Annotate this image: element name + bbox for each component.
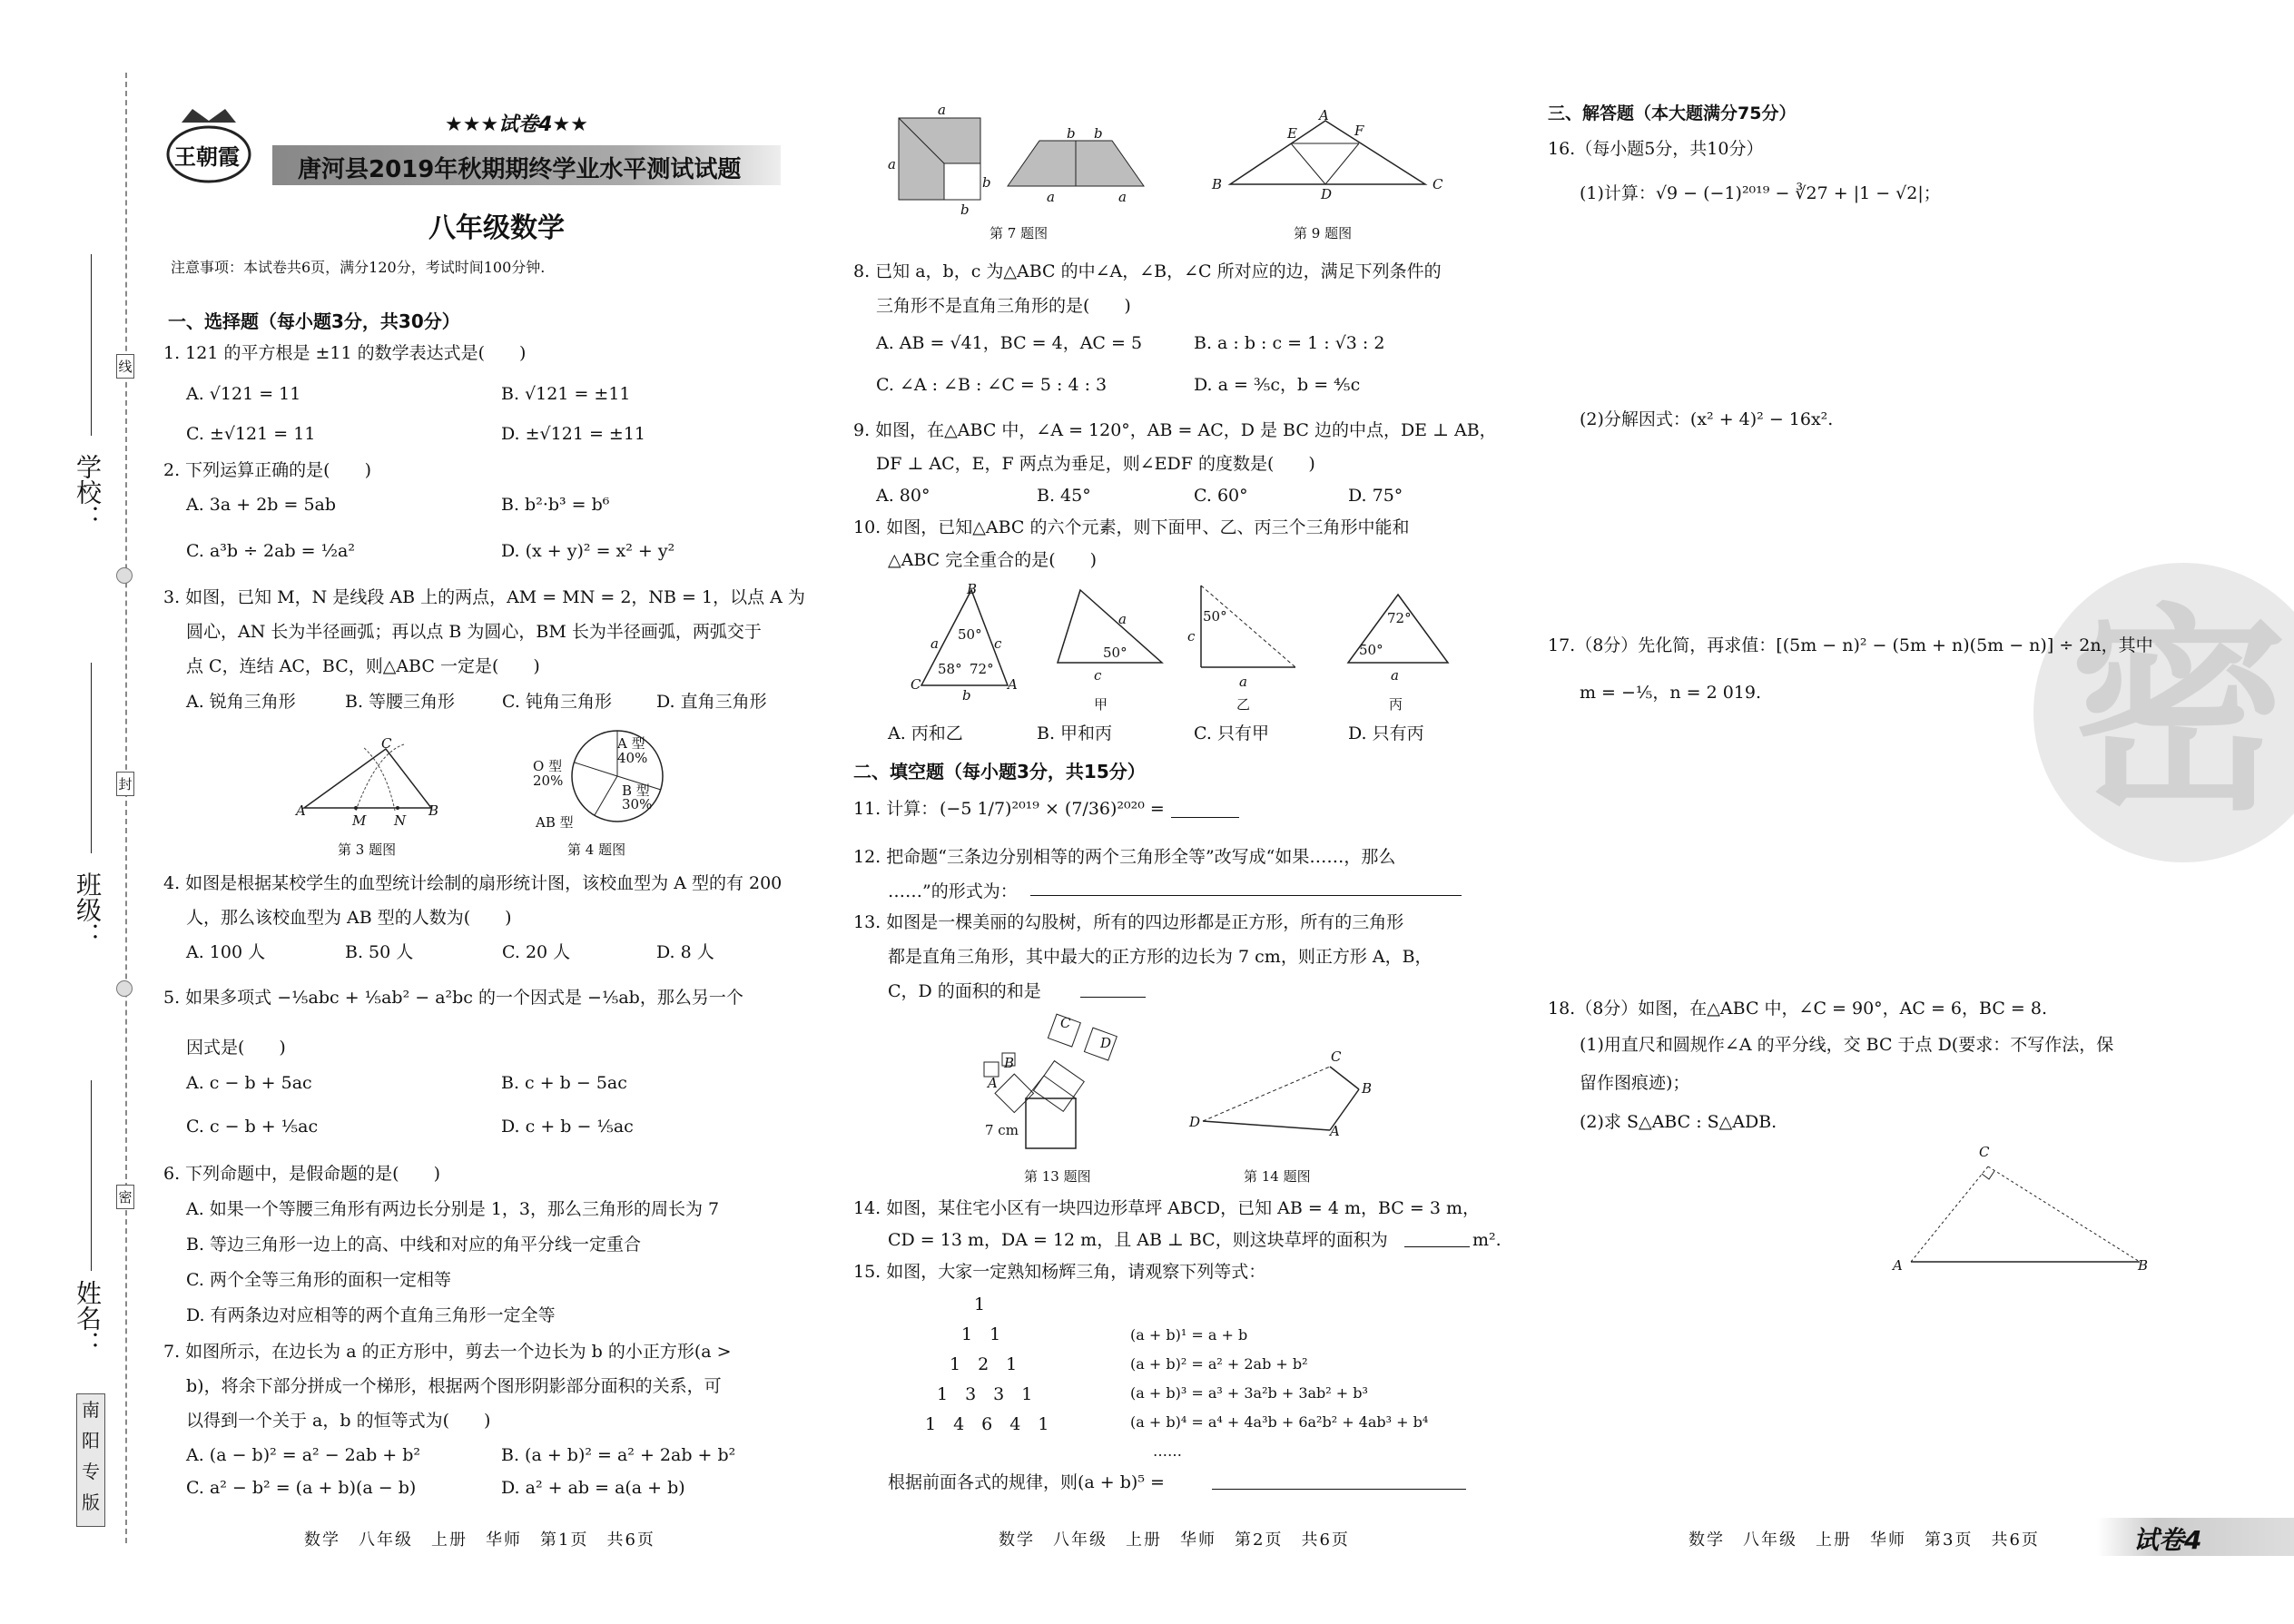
q12-line2: ……”的形式为： xyxy=(888,881,1018,901)
fig10-label-a: A xyxy=(1008,676,1018,693)
q15-answer-blank[interactable] xyxy=(1212,1489,1466,1490)
figure-10-bing xyxy=(1344,590,1452,672)
q12-answer-blank[interactable] xyxy=(1030,895,1462,896)
fig10-bing-angle-top: 72° xyxy=(1387,610,1412,626)
watermark-seal xyxy=(2033,563,2294,862)
q7-option-d[interactable]: D. a² + ab = a(a + b) xyxy=(501,1478,685,1498)
binomial-eq-1: (a + b)¹ = a + b xyxy=(1130,1326,1248,1343)
fig13-label-a: A xyxy=(988,1075,998,1091)
fig9-label-e: E xyxy=(1287,125,1297,142)
fig7-label-a: a xyxy=(1047,189,1055,205)
q4-option-c[interactable]: C. 20 人 xyxy=(502,942,571,962)
fig18-label-b: B xyxy=(2138,1257,2149,1274)
fig13-length: 7 cm xyxy=(985,1122,1019,1138)
fig3-label-m: M xyxy=(352,812,367,829)
q6-option-c[interactable]: C. 两个全等三角形的面积一定相等 xyxy=(186,1270,451,1290)
fig3-label-c: C xyxy=(381,735,392,752)
yanghui-row-5: 1 4 6 4 1 xyxy=(925,1414,1049,1434)
mark-secret: 密 xyxy=(116,1185,134,1209)
q16-part2-answer-area[interactable] xyxy=(1580,445,2033,626)
q7-option-b[interactable]: B. (a + b)² = a² + 2ab + b² xyxy=(501,1445,736,1465)
q13-line1: 13. 如图是一棵美丽的勾股树，所有的四边形都是正方形，所有的三角形 xyxy=(853,912,1404,932)
q2-option-c[interactable]: C. a³b ÷ 2ab = ½a² xyxy=(186,541,355,561)
fig14-label-b: B xyxy=(1362,1080,1373,1097)
fig7-label-a: a xyxy=(888,156,896,172)
q10-line2: △ABC 完全重合的是( ) xyxy=(888,550,1098,570)
fig14-label-c: C xyxy=(1331,1048,1342,1065)
edition-char: 阳 xyxy=(82,1430,100,1452)
fig9-label-d: D xyxy=(1321,186,1333,202)
q6-stem: 6. 下列命题中，是假命题的是( ) xyxy=(163,1164,440,1184)
section3-title: 三、解答题（本大题满分75分） xyxy=(1548,103,1797,123)
q14-line1: 14. 如图，某住宅小区有一块四边形草坪 ABCD，已知 AB = 4 m，BC = 3 m， xyxy=(853,1198,1480,1218)
q6-option-d[interactable]: D. 有两条边对应相等的两个直角三角形一定全等 xyxy=(186,1305,556,1325)
q5-option-b[interactable]: B. c + b − 5ac xyxy=(501,1073,627,1093)
fig7-label-b: b xyxy=(982,174,991,191)
fig13-label-c: C xyxy=(1060,1015,1071,1031)
edition-char: 版 xyxy=(82,1491,100,1513)
q13-line2: 都是直角三角形，其中最大的正方形的边长为 7 cm，则正方形 A，B， xyxy=(888,947,1433,967)
q15-line1: 15. 如图，大家一定熟知杨辉三角，请观察下列等式： xyxy=(853,1262,1266,1282)
yanghui-row-3: 1 2 1 xyxy=(950,1354,1018,1374)
q7-line2: b)，将余下部分拼成一个梯形，根据两个图形阴影部分面积的关系，可 xyxy=(186,1376,722,1396)
class-field[interactable] xyxy=(91,663,92,853)
q3-option-a[interactable]: A. 锐角三角形 xyxy=(186,692,296,712)
q7-option-c[interactable]: C. a² − b² = (a + b)(a − b) xyxy=(186,1478,417,1498)
class-label: 班级： xyxy=(73,871,103,948)
fig7-label-b: b xyxy=(960,202,970,218)
gutter-dashed-line xyxy=(125,73,127,1543)
q3-option-b[interactable]: B. 等腰三角形 xyxy=(345,692,456,712)
q15-last: 根据前面各式的规律，则(a + b)⁵ = xyxy=(888,1472,1165,1492)
q16-part1-answer-area[interactable] xyxy=(1580,218,2215,395)
fig18-label-c: C xyxy=(1979,1144,1990,1160)
section1-title: 一、选择题（每小题3分，共30分） xyxy=(168,310,460,332)
q13-line3: C，D 的面积的和是 xyxy=(888,981,1041,1001)
q8-line1: 8. 已知 a，b，c 为△ABC 的中∠A，∠B，∠C 所对应的边，满足下列条件的 xyxy=(853,261,1442,281)
fig14-label-d: D xyxy=(1189,1114,1201,1130)
yanghui-row-1: 1 xyxy=(974,1294,986,1314)
q4-line2: 人，那么该校血型为 AB 型的人数为( ) xyxy=(186,908,512,928)
footer-tag: 试卷4 xyxy=(2133,1525,2202,1555)
exam-title: 唐河县2019年秋期期终学业水平测试试题 xyxy=(298,156,742,183)
q9-line2: DF ⊥ AC，E，F 两点为垂足，则∠EDF 的度数是( ) xyxy=(876,454,1315,474)
q8-option-a[interactable]: A. AB = √41，BC = 4，AC = 5 xyxy=(876,333,1143,353)
q9-option-d[interactable]: D. 75° xyxy=(1348,486,1403,506)
q7-line3: 以得到一个关于 a，b 的恒等式为( ) xyxy=(186,1411,491,1431)
mark-line: 线 xyxy=(116,354,134,379)
fig4-caption: 第 4 题图 xyxy=(567,842,626,858)
hole-marker xyxy=(116,567,133,584)
mark-seal: 封 xyxy=(116,772,134,796)
fig7-caption: 第 7 题图 xyxy=(989,225,1049,241)
q10-line1: 10. 如图，已知△ABC 的六个元素，则下面甲、乙、丙三个三角形中能和 xyxy=(853,517,1410,537)
fig10-jia-side-c: c xyxy=(1094,667,1102,684)
figure-10-jia xyxy=(1053,586,1171,685)
q18-line1: 18.（8分）如图，在△ABC 中，∠C = 90°，AC = 6，BC = 8. xyxy=(1548,999,2047,1019)
fig10-label-c: C xyxy=(911,676,921,693)
edition-box xyxy=(76,1393,105,1527)
q1-option-c[interactable]: C. ±√121 = 11 xyxy=(186,424,316,444)
q11-expression: (−5 1/7)²⁰¹⁹ × (7/36)²⁰²⁰ = xyxy=(940,799,1165,819)
fig10-jia-name: 甲 xyxy=(1094,696,1108,713)
q2-option-a[interactable]: A. 3a + 2b = 5ab xyxy=(186,495,337,515)
q7-option-a[interactable]: A. (a − b)² = a² − 2ab + b² xyxy=(186,1445,421,1465)
q3-option-d[interactable]: D. 直角三角形 xyxy=(656,692,767,712)
q12-line1: 12. 把命题“三条边分别相等的两个三角形全等”改写成“如果……，那么 xyxy=(853,847,1396,867)
q17-answer-area[interactable] xyxy=(1580,726,2033,980)
q16-part2: (2)分解因式：(x² + 4)² − 16x². xyxy=(1580,409,1834,429)
q17-line1: 17.（8分）先化简，再求值：[(5m − n)² − (5m + n)(5m − n)] ÷ 2n，其中 xyxy=(1548,635,2153,655)
fig9-label-c: C xyxy=(1433,176,1443,192)
q2-option-d[interactable]: D. (x + y)² = x² + y² xyxy=(501,541,675,561)
fig10-label-b: B xyxy=(967,581,978,597)
fig7-label-a: a xyxy=(938,102,946,118)
exam-notice: 注意事项：本试卷共6页，满分120分，考试时间100分钟. xyxy=(171,259,546,276)
edition-char: 专 xyxy=(82,1461,100,1482)
fig9-label-f: F xyxy=(1354,123,1364,139)
fig3-label-b: B xyxy=(428,802,439,819)
section2-title: 二、填空题（每小题3分，共15分） xyxy=(853,761,1146,782)
q7-line1: 7. 如图所示，在边长为 a 的正方形中，剪去一个边长为 b 的小正方形(a > xyxy=(163,1342,732,1362)
q1-option-a[interactable]: A. √121 = 11 xyxy=(186,384,301,404)
edition-char: 南 xyxy=(82,1399,100,1421)
fig14-caption: 第 14 题图 xyxy=(1244,1168,1311,1185)
binomial-eq-4: (a + b)⁴ = a⁴ + 4a³b + 6a²b² + 4ab³ + b⁴ xyxy=(1130,1413,1429,1431)
school-label: 学校： xyxy=(73,454,103,530)
q2-option-b[interactable]: B. b²·b³ = b⁶ xyxy=(501,495,610,515)
fig10-side-b: b xyxy=(962,687,971,704)
q5-option-c[interactable]: C. c − b + ⅕ac xyxy=(186,1117,319,1137)
q3-option-c[interactable]: C. 钝角三角形 xyxy=(502,692,612,712)
yanghui-row-2: 1 1 xyxy=(961,1324,1001,1344)
q16-head: 16.（每小题5分，共10分） xyxy=(1548,139,1764,159)
q3-line2: 圆心，AN 长为半径画弧；再以点 B 为圆心，BM 长为半径画弧，两弧交于 xyxy=(186,622,762,642)
fig13-caption: 第 13 题图 xyxy=(1024,1168,1091,1185)
fig4-o-type: O 型 xyxy=(533,758,563,774)
q4-option-b[interactable]: B. 50 人 xyxy=(345,942,414,962)
q5-option-a[interactable]: A. c − b + 5ac xyxy=(186,1073,312,1093)
fig7-label-b: b xyxy=(1094,125,1103,142)
fig10-jia-side-a: a xyxy=(1118,611,1127,627)
fig10-bing-side-a: a xyxy=(1391,667,1399,684)
q5-line1: 5. 如果多项式 −⅕abc + ⅕ab² − a²bc 的一个因式是 −⅕ab，那么另一个 xyxy=(163,988,743,1008)
q4-line1: 4. 如图是根据某校学生的血型统计绘制的扇形统计图，该校血型为 A 型的有 200 xyxy=(163,873,783,893)
fig10-bing-name: 丙 xyxy=(1389,696,1403,713)
fig9-caption: 第 9 题图 xyxy=(1294,225,1353,241)
q14-answer-blank[interactable] xyxy=(1404,1246,1470,1247)
footer-page2: 数学 八年级 上册 华师 第2页 共6页 xyxy=(999,1530,1350,1550)
q3-line3: 点 C，连结 AC，BC，则△ABC 一定是( ) xyxy=(186,656,540,676)
q9-line1: 9. 如图，在△ABC 中，∠A = 120°，AB = AC，D 是 BC 边的中点，DE ⊥ AB， xyxy=(853,420,1497,440)
q8-option-d[interactable]: D. a = ⅗c，b = ⅘c xyxy=(1194,375,1361,395)
fig13-label-b: B xyxy=(1004,1055,1015,1071)
brand-logo xyxy=(154,104,263,186)
q17-line2: m = −⅕，n = 2 019. xyxy=(1580,683,1762,703)
fig7-label-a: a xyxy=(1118,189,1127,205)
fig4-o-pct: 20% xyxy=(533,773,564,789)
q10-option-d[interactable]: D. 只有丙 xyxy=(1348,723,1424,743)
hole-marker xyxy=(116,980,133,997)
figure-7 xyxy=(894,109,1003,209)
q8-line2: 三角形不是直角三角形的是( ) xyxy=(876,296,1131,316)
fig10-yi-name: 乙 xyxy=(1236,696,1251,713)
fig10-angle-a: 72° xyxy=(970,661,994,677)
name-label: 姓名： xyxy=(73,1280,103,1356)
q1-option-b[interactable]: B. √121 = ±11 xyxy=(501,384,631,404)
binomial-eq-3: (a + b)³ = a³ + 3a²b + 3ab² + b³ xyxy=(1130,1384,1368,1402)
fig4-ab-type: AB 型 xyxy=(536,814,574,831)
q11-answer-blank[interactable] xyxy=(1171,817,1239,818)
paper-tag: ★★★试卷4★★ xyxy=(445,113,588,136)
fig10-yi-side-c: c xyxy=(1187,628,1196,645)
fig10-bing-angle-left: 50° xyxy=(1359,642,1383,658)
fig9-label-a: A xyxy=(1319,107,1329,123)
q14-unit: m². xyxy=(1472,1230,1501,1250)
figure-14-quad xyxy=(1194,1053,1375,1144)
fig4-b-pct: 30% xyxy=(622,796,653,812)
fig14-label-a: A xyxy=(1330,1123,1340,1139)
q18-part1b: 留作图痕迹)； xyxy=(1580,1073,1690,1093)
fig4-b-type: B 型 xyxy=(622,782,650,799)
q10-option-a[interactable]: A. 丙和乙 xyxy=(888,723,963,743)
fig3-label-a: A xyxy=(296,802,306,819)
fig13-label-d: D xyxy=(1100,1035,1112,1051)
fig10-angle-c: 58° xyxy=(938,661,962,677)
q9-option-c[interactable]: C. 60° xyxy=(1194,486,1248,506)
school-field[interactable] xyxy=(91,254,92,436)
fig4-a-pct: 40% xyxy=(617,750,648,766)
binding-gutter xyxy=(0,0,145,1624)
fig10-side-c: c xyxy=(994,635,1002,652)
q6-option-b[interactable]: B. 等边三角形一边上的高、中线和对应的角平分线一定重合 xyxy=(186,1235,642,1255)
q18-part2: (2)求 S△ABC : S△ADB. xyxy=(1580,1112,1777,1132)
q10-option-c[interactable]: C. 只有甲 xyxy=(1194,723,1269,743)
fig10-side-a: a xyxy=(930,635,939,652)
brand-name: 王朝霞 xyxy=(174,143,240,170)
q8-option-c[interactable]: C. ∠A : ∠B : ∠C = 5 : 4 : 3 xyxy=(876,375,1108,395)
q10-option-b[interactable]: B. 甲和丙 xyxy=(1037,723,1113,743)
q5-line2: 因式是( ) xyxy=(186,1038,286,1058)
q14-line2: CD = 13 m，DA = 12 m，且 AB ⊥ BC，则这块草坪的面积为 xyxy=(888,1230,1388,1250)
q3-line1: 3. 如图，已知 M，N 是线段 AB 上的两点，AM = MN = 2，NB = 1，以点 A 为 xyxy=(163,587,805,607)
q16-part1: (1)计算：√9 − (−1)²⁰¹⁹ − ∛27 + |1 − √2|； xyxy=(1580,183,1941,203)
fig4-a-type: A 型 xyxy=(617,735,645,752)
q8-option-b[interactable]: B. a : b : c = 1 : √3 : 2 xyxy=(1194,333,1385,353)
q9-option-a[interactable]: A. 80° xyxy=(876,486,930,506)
figure-7-trapezoid xyxy=(1003,136,1148,191)
binomial-eq-2: (a + b)² = a² + 2ab + b² xyxy=(1130,1355,1308,1373)
fig3-label-n: N xyxy=(394,812,407,829)
fig10-angle-b: 50° xyxy=(958,626,982,643)
footer-page1: 数学 八年级 上册 华师 第1页 共6页 xyxy=(304,1530,655,1550)
binomial-dots: …… xyxy=(1153,1442,1182,1460)
q13-answer-blank[interactable] xyxy=(1080,997,1146,998)
fig9-label-b: B xyxy=(1212,176,1223,192)
q2-stem: 2. 下列运算正确的是( ) xyxy=(163,460,371,480)
name-field[interactable] xyxy=(91,1080,92,1271)
q9-option-b[interactable]: B. 45° xyxy=(1037,486,1091,506)
watermark-seal-text: 密 xyxy=(2070,586,2289,840)
subject-title: 八年级数学 xyxy=(428,212,565,244)
q11-prefix: 11. 计算： xyxy=(853,799,939,819)
q4-option-a[interactable]: A. 100 人 xyxy=(186,942,266,962)
q18-part1a: (1)用直尺和圆规作∠A 的平分线，交 BC 于点 D(要求：不写作法，保 xyxy=(1580,1035,2114,1055)
figure-18-triangle xyxy=(1902,1157,2147,1271)
q5-option-d[interactable]: D. c + b − ⅕ac xyxy=(501,1117,634,1137)
q1-stem: 1. 121 的平方根是 ±11 的数学表达式是( ) xyxy=(163,343,527,363)
figure-10-yi xyxy=(1194,581,1303,681)
q1-option-d[interactable]: D. ±√121 = ±11 xyxy=(501,424,646,444)
fig3-caption: 第 3 题图 xyxy=(338,842,397,858)
fig7-label-b: b xyxy=(1067,125,1076,142)
q4-option-d[interactable]: D. 8 人 xyxy=(656,942,714,962)
fig18-label-a: A xyxy=(1893,1257,1903,1274)
fig10-jia-angle: 50° xyxy=(1103,645,1127,661)
yanghui-row-4: 1 3 3 1 xyxy=(937,1384,1033,1404)
q6-option-a[interactable]: A. 如果一个等腰三角形有两边长分别是 1，3，那么三角形的周长为 7 xyxy=(186,1199,720,1219)
fig10-yi-angle: 50° xyxy=(1203,608,1227,625)
footer-page3: 数学 八年级 上册 华师 第3页 共6页 xyxy=(1689,1530,2040,1550)
fig10-yi-side-a: a xyxy=(1239,674,1247,690)
